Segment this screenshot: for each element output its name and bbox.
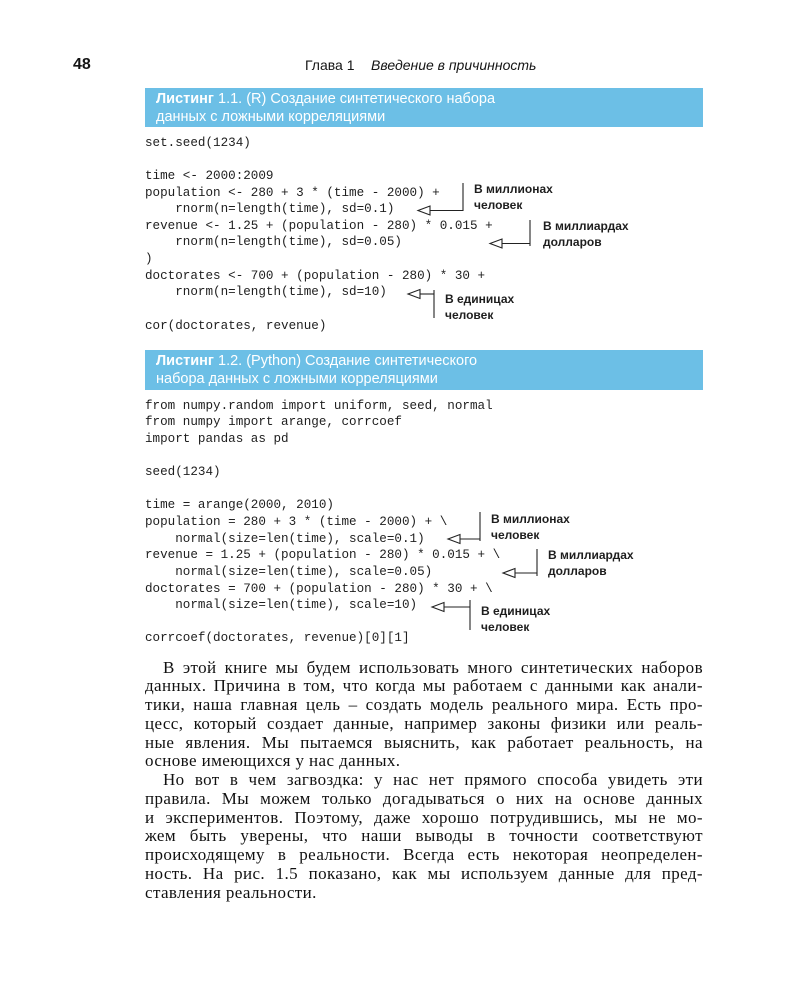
chapter-title: Введение в причинность (371, 57, 537, 73)
code-line: normal(size=len(time), scale=0.1) (145, 531, 425, 546)
listing-title-text: (Python) Создание синтетического (246, 353, 478, 369)
annotation-billions-dollars (548, 548, 634, 579)
code-line: rnorm(n=length(time), sd=10) (145, 285, 387, 300)
code-blank-line (145, 614, 500, 631)
annotation-units-people (445, 292, 514, 323)
paragraph-line: ставления реальности. (145, 882, 317, 902)
code-block-python (145, 398, 500, 647)
annotation-units-people (481, 604, 550, 635)
code-line: from numpy import arange, corrcoef (145, 415, 402, 430)
listing-title-line (156, 352, 692, 370)
code-line: time <- 2000:2009 (145, 168, 274, 183)
listing-title-line (156, 90, 692, 108)
paragraph-line: происходящему в реальности. Всегда есть некоторая неопределен- (145, 845, 703, 865)
paragraph-line: ные явления. Мы пытаемся выяснить, как работает реальность, на (145, 732, 703, 752)
body-text (145, 659, 703, 903)
paragraph-line: цесс, который создает данные, например законы физики или реаль- (145, 713, 703, 733)
annotation-line: человек (491, 527, 540, 542)
chapter-label: Глава 1 (305, 57, 355, 73)
page-number: 48 (73, 56, 91, 73)
paragraph-line: данных. Причина в том, что когда мы работаем с данными как анали- (145, 676, 703, 696)
code-line: set.seed(1234) (145, 135, 251, 150)
annotation-line: В миллионах (491, 512, 570, 526)
code-blank-line (145, 151, 493, 168)
code-line: doctorates <- 700 + (population - 280) * 30 + (145, 268, 486, 283)
listing-header (145, 88, 703, 127)
code-line: population = 280 + 3 * (time - 2000) + \ (145, 515, 448, 530)
annotation-line: В миллиардах (543, 219, 629, 233)
paragraph-line: тики, наша главная цель – создать модель реального мира. Есть про- (145, 695, 703, 715)
annotation-line: человек (481, 619, 530, 634)
paragraph-line: жем быть уверены, что наши выводы в точности соответствуют (145, 826, 703, 846)
code-block-r (145, 135, 493, 335)
annotation-millions-people (474, 182, 553, 213)
code-line: seed(1234) (145, 465, 221, 480)
code-line: revenue <- 1.25 + (population - 280) * 0.015 + (145, 218, 493, 233)
code-line: normal(size=len(time), scale=0.05) (145, 564, 433, 579)
listing-title-line: данных с ложными корреляциями (156, 109, 386, 125)
annotation-line: долларов (543, 234, 602, 249)
code-line: ) (145, 252, 153, 267)
annotation-billions-dollars (543, 219, 629, 250)
code-blank-line (145, 481, 500, 498)
arrow-icon (503, 549, 537, 578)
paragraph-line: основе имеющихся у нас данных. (145, 751, 401, 771)
listing-title-text: (R) Создание синтетического набора (246, 91, 496, 107)
code-line: from numpy.random import uniform, seed, normal (145, 398, 493, 413)
listing-title-line: набора данных с ложными корреляциями (156, 371, 438, 387)
listing-number: 1.2. (218, 353, 243, 369)
code-line: doctorates = 700 + (population - 280) * 30 + \ (145, 581, 493, 596)
code-line: rnorm(n=length(time), sd=0.05) (145, 235, 402, 250)
annotation-line: долларов (548, 563, 607, 578)
paragraph-line: ность. На рис. 1.5 показано, как мы используем данные для пред- (145, 863, 703, 883)
code-line: rnorm(n=length(time), sd=0.1) (145, 202, 395, 217)
code-line: corrcoef(doctorates, revenue)[0][1] (145, 631, 410, 646)
code-blank-line (145, 301, 493, 318)
listing-number: 1.1. (218, 91, 243, 107)
annotation-line: В единицах (445, 292, 515, 306)
arrow-icon (490, 220, 530, 248)
code-line: time = arange(2000, 2010) (145, 498, 334, 513)
code-blank-line (145, 448, 500, 465)
code-line: population <- 280 + 3 * (time - 2000) + (145, 185, 440, 200)
annotation-line: В миллиардах (548, 548, 634, 562)
paragraph-line: Но вот в чем загвоздка: у нас нет прямого способа увидеть эти (163, 770, 703, 790)
annotation-line: В единицах (481, 604, 551, 618)
paragraph-line: и экспериментов. Поэтому, даже хорошо потрудившись, мы не мо- (145, 807, 703, 827)
annotation-line: человек (474, 197, 523, 212)
paragraph-line: В этой книге мы будем использовать много синтетических наборов (163, 657, 703, 677)
annotation-millions-people (491, 512, 570, 543)
code-line: revenue = 1.25 + (population - 280) * 0.015 + \ (145, 548, 501, 563)
listing-header (145, 350, 703, 390)
code-line: cor(doctorates, revenue) (145, 318, 327, 333)
code-line: normal(size=len(time), scale=10) (145, 598, 418, 613)
code-line: import pandas as pd (145, 431, 289, 446)
paragraph-line: правила. Мы можем только догадываться о них на основе данных (145, 788, 703, 808)
listing-label: Листинг (156, 353, 214, 369)
annotation-line: человек (445, 307, 494, 322)
listing-label: Листинг (156, 91, 214, 107)
annotation-line: В миллионах (474, 182, 553, 196)
